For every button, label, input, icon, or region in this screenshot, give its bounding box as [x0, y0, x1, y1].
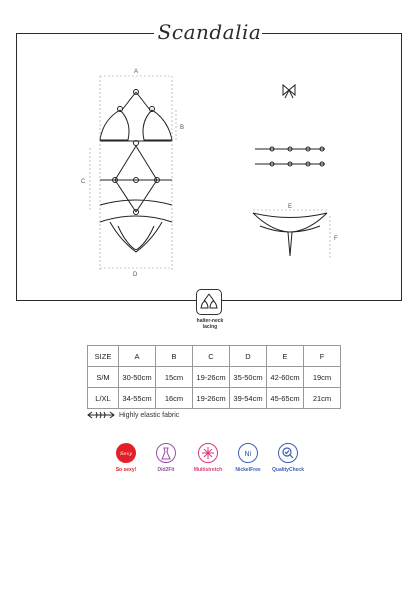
table-cell: 19-26cm	[193, 367, 230, 388]
feature-did2fit: Did2Fit	[144, 443, 188, 473]
brand-logo: Scandalia	[157, 20, 262, 44]
halter-neck-caption: halter-neck lacing	[196, 318, 224, 330]
table-cell: 35-50cm	[230, 367, 267, 388]
nickel-free-icon	[238, 443, 258, 463]
fabric-note	[87, 411, 179, 419]
dress-icon	[156, 443, 176, 463]
dimension-label-c: C	[81, 179, 86, 185]
table-cell: 16cm	[156, 388, 193, 409]
fabric-label: Highly elastic fabric	[119, 411, 180, 419]
header-c: C	[193, 346, 230, 367]
dimension-label-d: D	[133, 272, 138, 278]
header-d: D	[230, 346, 267, 367]
table-cell: 21cm	[304, 388, 341, 409]
multistretch-icon	[198, 443, 218, 463]
table-cell: S/M	[88, 367, 119, 388]
table-row	[88, 388, 341, 409]
quality-check-icon	[278, 443, 298, 463]
header-size: SIZE	[88, 346, 119, 367]
dimension-label-a: A	[134, 69, 139, 75]
table-cell: 42-60cm	[267, 367, 304, 388]
table-cell: 34-55cm	[119, 388, 156, 409]
feature-qualitycheck: QualityCheck	[266, 443, 310, 473]
dimension-label-f: F	[334, 236, 338, 242]
table-cell: 15cm	[156, 367, 193, 388]
header-a: A	[119, 346, 156, 367]
feature-so-sexy: Sexy So sexy!	[104, 443, 148, 473]
size-table	[87, 345, 341, 409]
table-cell: 19cm	[304, 367, 341, 388]
table-cell: 39-54cm	[230, 388, 267, 409]
header-e: E	[267, 346, 304, 367]
table-cell: 45-65cm	[267, 388, 304, 409]
header-b: B	[156, 346, 193, 367]
sexy-badge-icon	[116, 443, 136, 463]
feature-multistretch: Multistretch	[186, 443, 230, 473]
table-cell: L/XL	[88, 388, 119, 409]
svg-text:Sexy: Sexy	[119, 451, 133, 457]
size-table-header-row	[88, 346, 341, 367]
dimension-label-e: E	[288, 204, 293, 210]
header-f: F	[304, 346, 341, 367]
table-cell: 19-26cm	[193, 388, 230, 409]
svg-text:Ni: Ni	[244, 450, 252, 458]
dimension-label-b: B	[180, 125, 185, 131]
elastic-arrow-icon	[87, 411, 115, 419]
halter-neck-icon	[196, 289, 222, 315]
feature-nickelfree: Ni NickelFree	[226, 443, 270, 473]
table-row	[88, 367, 341, 388]
table-cell: 30-50cm	[119, 367, 156, 388]
